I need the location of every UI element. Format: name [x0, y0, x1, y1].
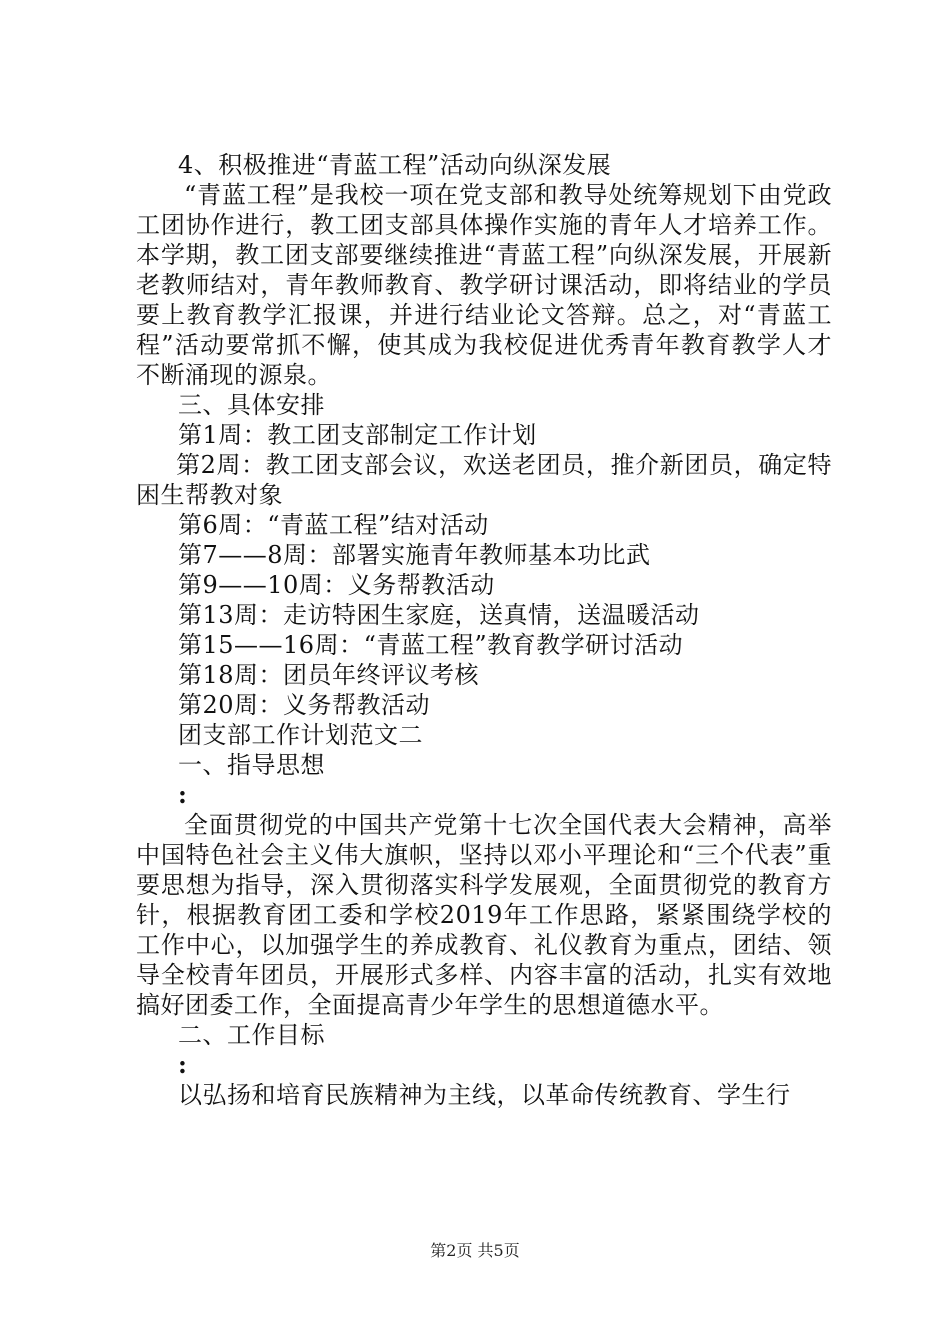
section-heading-work-goals: 二、工作目标 — [178, 1021, 325, 1049]
schedule-item-week-6: 第6周：“青蓝工程”结对活动 — [178, 511, 489, 539]
schedule-item-week-18: 第18周：团员年终评议考核 — [178, 661, 480, 689]
colon-marker: : — [178, 1050, 187, 1079]
schedule-item-week-9-10: 第9——10周：义务帮教活动 — [178, 571, 495, 599]
paragraph-guiding-ideology: 全面贯彻党的中国共产党第十七次全国代表大会精神，高举中国特色社会主义伟大旗帜，坚持以邓小平理论和“三个代表”重要思想为指导，深入贯彻落实科学发展观，全面贯彻党的教育方针，根据教育团工委和学校2019年工作思路，紧紧围绕学校的工作中心，以加强学生的养成教育、礼仪教育为重点，团结、领导全校青年团员，开展形式多样、内容丰富的活动，扎实有效地搞好团委工作，全面提高青少年学生的思想道德水平。 — [136, 811, 832, 1019]
schedule-item-week-13: 第13周：走访特困生家庭，送真情，送温暖活动 — [178, 601, 700, 629]
schedule-item-week-7-8: 第7——8周：部署实施青年教师基本功比武 — [178, 541, 651, 569]
document-body — [136, 150, 832, 1110]
schedule-item-week-2: 第2周：教工团支部会议，欢送老团员，推介新团员，确定特困生帮教对象 — [136, 451, 832, 509]
paragraph-work-goals: 以弘扬和培育民族精神为主线，以革命传统教育、学生行 — [178, 1081, 791, 1109]
paragraph-qinglan-project: “青蓝工程”是我校一项在党支部和教导处统筹规划下由党政工团协作进行，教工团支部具体操作实施的青年人才培养工作。本学期，教工团支部要继续推进“青蓝工程”向纵深发展，开展新老教师结对，青年教师教育、教学研讨课活动，即将结业的学员要上教育教学汇报课，并进行结业论文答辩。总之，对“青蓝工程”活动要常抓不懈，使其成为我校促进优秀青年教育教学人才不断涌现的源泉。 — [136, 181, 832, 389]
schedule-item-week-15-16: 第15——16周：“青蓝工程”教育教学研讨活动 — [178, 631, 684, 659]
page-number-footer: 第2页 共5页 — [430, 1241, 520, 1260]
schedule-item-week-20: 第20周：义务帮教活动 — [178, 691, 431, 719]
section-heading-guiding-ideology: 一、指导思想 — [178, 751, 325, 779]
schedule-item-week-1: 第1周：教工团支部制定工作计划 — [178, 421, 537, 449]
document-subtitle: 团支部工作计划范文二 — [178, 721, 423, 749]
section-heading-schedule: 三、具体安排 — [178, 391, 325, 419]
heading-item-4: 4、积极推进“青蓝工程”活动向纵深发展 — [178, 151, 612, 179]
colon-marker: : — [178, 780, 187, 809]
